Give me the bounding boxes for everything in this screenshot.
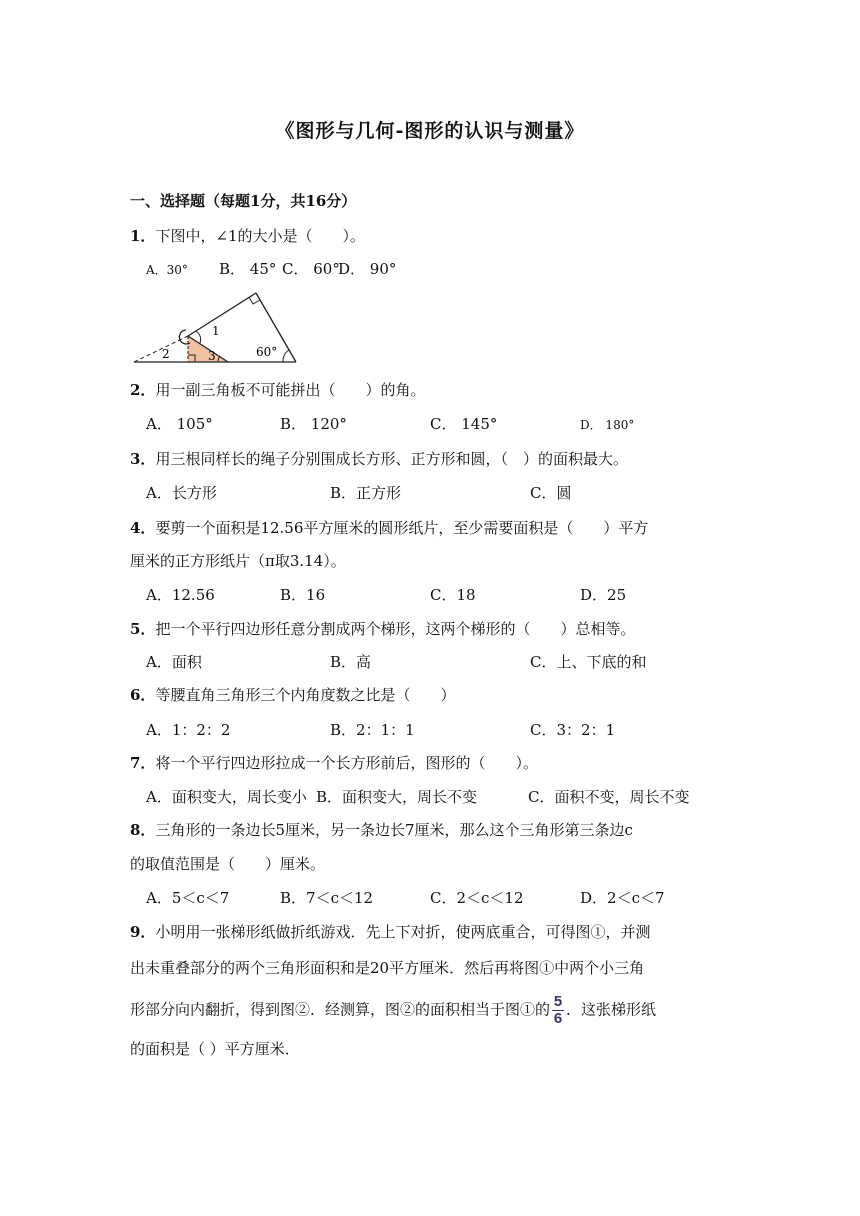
question-3 — [130, 449, 628, 469]
option-b: B． 120° — [280, 415, 347, 433]
option-c: C． 145° — [430, 415, 498, 433]
option-c: C． 60° — [282, 260, 340, 278]
option-a: A．面积 — [146, 653, 202, 671]
angle-2-label: 2 — [162, 347, 170, 361]
question-6 — [130, 685, 455, 705]
question-stem: 用一副三角板不可能拼出（ ）的角。 — [155, 381, 426, 399]
question-number: 6． — [130, 686, 156, 704]
option-d: D． 90° — [338, 260, 397, 278]
option-b: B．7＜c＜12 — [280, 889, 374, 907]
option-b: B．16 — [280, 586, 326, 604]
option-b: B．高 — [330, 653, 372, 671]
option-a: A．12.56 — [146, 586, 215, 604]
angle-1-label: 1 — [212, 324, 220, 338]
question-text-line1: 小明用一张梯形纸做折纸游戏．先上下对折，使两底重合，可得图①，并测 — [155, 923, 651, 941]
option-d: D．25 — [580, 586, 627, 604]
question-stem: 等腰直角三角形三个内角度数之比是（ ） — [155, 686, 456, 704]
angle-3-label: 3 — [208, 349, 216, 363]
triangle-figure — [128, 288, 300, 368]
question-number: 3． — [130, 450, 156, 468]
question-number: 9． — [130, 923, 156, 941]
option-c: C．18 — [430, 586, 476, 604]
question-stem-line1: 三角形的一条边长5厘米，另一条边长7厘米，那么这个三角形第三条边c — [155, 821, 633, 839]
question-8-line2: 的取值范围是（ ）厘米。 — [130, 855, 326, 873]
option-c: C．上、下底的和 — [530, 653, 647, 671]
question-1 — [130, 226, 365, 246]
option-d: D．2＜c＜7 — [580, 889, 665, 907]
question-number: 2． — [130, 381, 156, 399]
option-b: B．正方形 — [330, 484, 402, 502]
question-stem: 把一个平行四边形任意分割成两个梯形，这两个梯形的（ ）总相等。 — [155, 620, 636, 638]
option-d: D． 180° — [580, 418, 635, 432]
option-b: B．面积变大，周长不变 — [316, 788, 478, 806]
document-title: 《图形与几何-图形的认识与测量》 — [275, 120, 585, 142]
option-a: A． 105° — [146, 415, 213, 433]
question-5 — [130, 619, 635, 639]
question-number: 1． — [130, 227, 156, 245]
option-a: A．面积变大，周长变小 — [146, 788, 307, 806]
question-7 — [130, 753, 538, 773]
question-stem: 将一个平行四边形拉成一个长方形前后，图形的（ ）。 — [155, 754, 538, 772]
question-4-line2: 厘米的正方形纸片（π取3.14）。 — [130, 552, 346, 570]
option-a: A．1：2：2 — [146, 721, 231, 739]
question-stem: 用三根同样长的绳子分别围成长方形、正方形和圆，（ ）的面积最大。 — [155, 450, 628, 468]
option-c: C．3：2：1 — [530, 721, 616, 739]
question-8 — [130, 820, 633, 840]
angle-60-label: 60° — [256, 345, 278, 359]
question-9 — [130, 922, 650, 942]
question-number: 4． — [130, 519, 156, 537]
option-b: B．2：1：1 — [330, 721, 415, 739]
option-c: C．2＜c＜12 — [430, 889, 524, 907]
option-b: B． 45° — [219, 260, 277, 278]
question-2 — [130, 380, 425, 400]
section-heading: 一、选择题（每题1分，共16分） — [130, 192, 357, 210]
question-9-line4: 的面积是（ ）平方厘米． — [130, 1040, 300, 1058]
question-stem-line1: 要剪一个面积是12.56平方厘米的圆形纸片，至少需要面积是（ ）平方 — [155, 519, 649, 537]
question-number: 7． — [130, 754, 156, 772]
option-a: A．长方形 — [146, 484, 217, 502]
option-a: A．30° — [146, 263, 188, 277]
question-4 — [130, 518, 648, 538]
option-c: C．圆 — [530, 484, 572, 502]
fraction-five-sixths: $\frac{5}{6}$ — [553, 993, 563, 1027]
option-a: A．5＜c＜7 — [146, 889, 230, 907]
option-c: C．面积不变，周长不变 — [528, 788, 690, 806]
question-9-line2: 出未重叠部分的两个三角形面积和是20平方厘米．然后再将图①中两个小三角 — [130, 959, 645, 977]
question-number: 5． — [130, 620, 156, 638]
question-number: 8． — [130, 821, 156, 839]
question-9-line3: 形部分向内翻折，得到图②．经测算，图②的面积相当于图①的 $\frac{5}{6}$ ．这张梯形纸 — [130, 993, 657, 1027]
question-stem: 下图中，∠1的大小是（ ）。 — [155, 227, 366, 245]
